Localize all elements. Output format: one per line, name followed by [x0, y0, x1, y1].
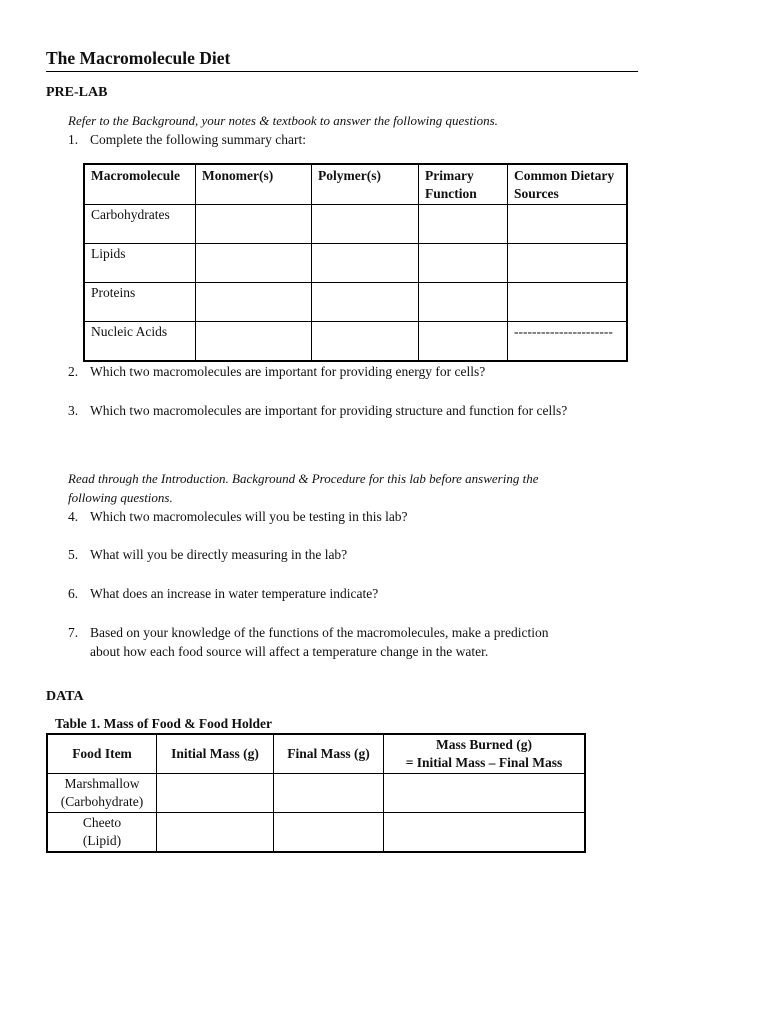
answer-cell[interactable]: [419, 205, 508, 244]
header-mass-burned-line1: Mass Burned (g): [435, 737, 532, 752]
header-mass-burned-line2: = Initial Mass – Final Mass: [405, 755, 563, 770]
question-3: [68, 401, 588, 420]
answer-cell[interactable]: [196, 205, 312, 244]
row-label: Carbohydrates: [84, 205, 196, 244]
title-underline: [46, 71, 638, 72]
prelab-heading: PRE-LAB: [46, 85, 108, 100]
question-number: 5.: [68, 547, 79, 562]
answer-cell[interactable]: [419, 244, 508, 283]
answer-cell[interactable]: [312, 283, 419, 322]
food-name: Cheeto: [82, 815, 122, 830]
table-1-caption: Table 1. Mass of Food & Food Holder: [55, 716, 273, 731]
header-polymers: Polymer(s): [312, 164, 419, 205]
not-applicable-cell: ----------------------: [508, 322, 628, 362]
header-primary-function: Primary Function: [419, 164, 508, 205]
question-1: [68, 130, 588, 149]
answer-cell[interactable]: [508, 283, 628, 322]
summary-header-row: [84, 164, 627, 205]
question-text: What will you be directly measuring in the lab?: [90, 547, 348, 562]
answer-cell[interactable]: [312, 244, 419, 283]
question-text: Which two macromolecules are important for providing structure and function for cells?: [90, 403, 568, 418]
question-text: Which two macromolecules are important for providing energy for cells?: [90, 364, 486, 379]
answer-cell[interactable]: [196, 322, 312, 362]
answer-cell[interactable]: [419, 322, 508, 362]
answer-cell[interactable]: [508, 205, 628, 244]
question-number: 2.: [68, 364, 79, 379]
header-monomers: Monomer(s): [196, 164, 312, 205]
header-initial-mass: Initial Mass (g): [157, 734, 274, 774]
question-4: [68, 507, 588, 526]
answer-cell[interactable]: [157, 774, 274, 813]
question-text: What does an increase in water temperature indicate?: [90, 586, 379, 601]
row-label: Lipids: [84, 244, 196, 283]
data-heading: DATA: [46, 689, 84, 704]
food-type: (Carbohydrate): [60, 794, 144, 809]
answer-cell[interactable]: [274, 774, 384, 813]
mass-table: [46, 733, 586, 853]
header-final-mass: Final Mass (g): [274, 734, 384, 774]
food-type: (Lipid): [82, 833, 122, 848]
question-text: Based on your knowledge of the functions of the macromolecules, make a prediction about how each food source will affect a temperature change in the water.: [90, 625, 549, 659]
question-number: 4.: [68, 509, 79, 524]
instruction-1: Refer to the Background, your notes & textbook to answer the following questions.: [68, 113, 498, 128]
answer-cell[interactable]: [312, 205, 419, 244]
question-number: 7.: [68, 625, 79, 640]
table-row: [84, 244, 627, 283]
answer-cell[interactable]: [508, 244, 628, 283]
question-text: Complete the following summary chart:: [90, 132, 306, 147]
mass-header-row: [47, 734, 585, 774]
question-number: 3.: [68, 403, 79, 418]
answer-cell[interactable]: [196, 283, 312, 322]
header-mass-burned: [384, 734, 586, 774]
question-2: [68, 362, 588, 381]
summary-chart: [83, 163, 628, 362]
header-food-item: Food Item: [47, 734, 157, 774]
row-label: Proteins: [84, 283, 196, 322]
food-item-cell: [47, 813, 157, 853]
row-label: Nucleic Acids: [84, 322, 196, 362]
question-number: 6.: [68, 586, 79, 601]
question-text: Which two macromolecules will you be testing in this lab?: [90, 509, 408, 524]
question-number: 1.: [68, 132, 79, 147]
answer-cell[interactable]: [384, 774, 586, 813]
answer-cell[interactable]: [312, 322, 419, 362]
page-title: The Macromolecule Diet: [46, 48, 231, 68]
instruction-2: Read through the Introduction. Background & Procedure for this lab before answering the following questions.: [68, 471, 539, 505]
answer-cell[interactable]: [419, 283, 508, 322]
question-5: [68, 545, 588, 564]
header-dietary-sources: Common Dietary Sources: [508, 164, 628, 205]
food-name: Marshmallow: [64, 776, 140, 791]
question-6: [68, 584, 588, 603]
answer-cell[interactable]: [384, 813, 586, 853]
question-7: [68, 623, 588, 661]
table-row: [47, 813, 585, 853]
table-row: [84, 322, 627, 362]
header-macromolecule: Macromolecule: [84, 164, 196, 205]
answer-cell[interactable]: [157, 813, 274, 853]
table-row: [84, 205, 627, 244]
answer-cell[interactable]: [196, 244, 312, 283]
table-row: [47, 774, 585, 813]
table-row: [84, 283, 627, 322]
answer-cell[interactable]: [274, 813, 384, 853]
food-item-cell: [47, 774, 157, 813]
